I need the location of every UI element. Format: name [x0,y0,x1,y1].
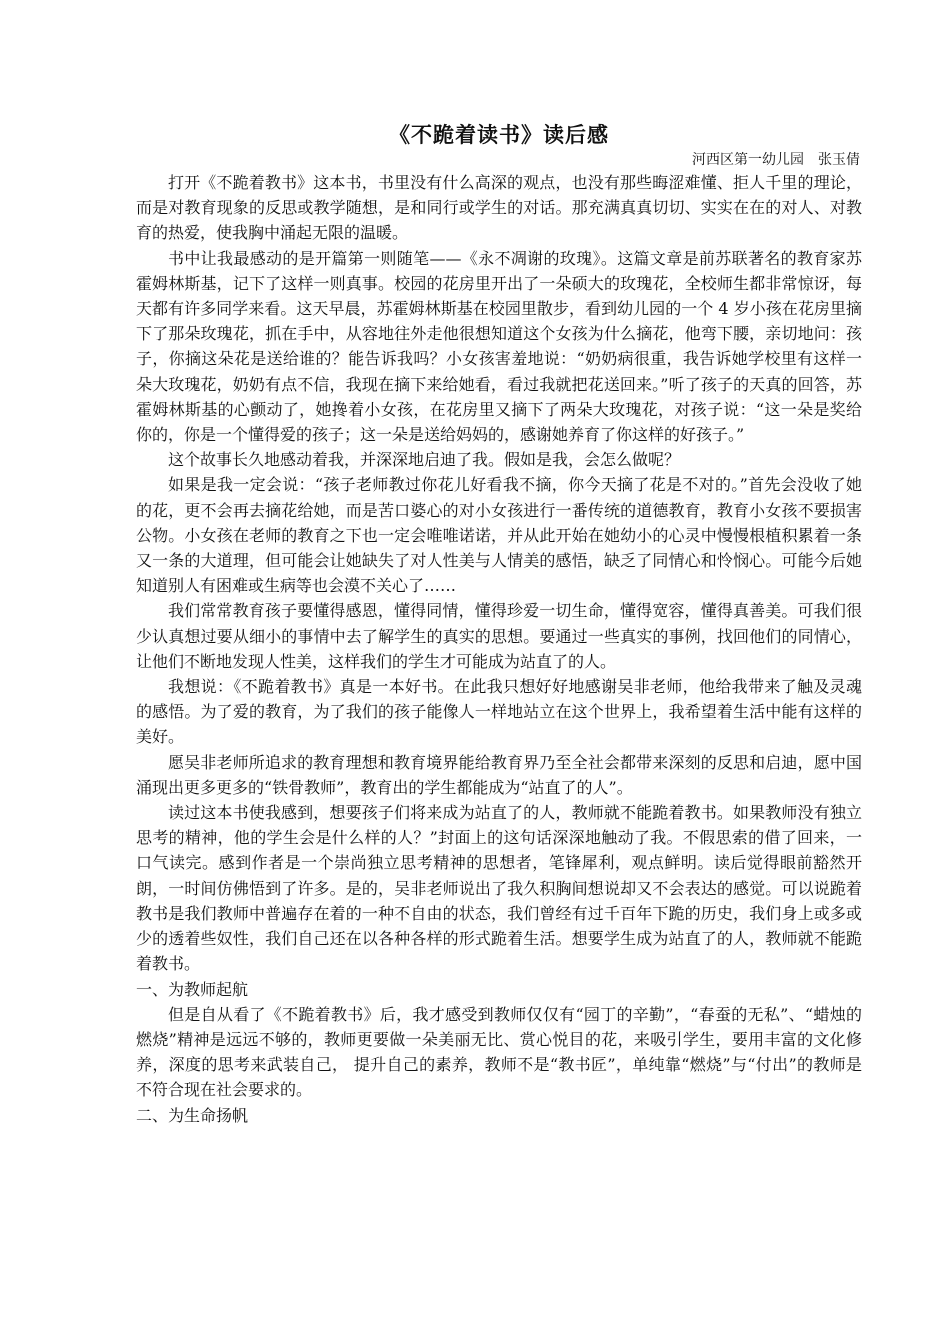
paragraph: 这个故事长久地感动着我，并深深地启迪了我。假如是我，会怎么做呢？ [168,450,681,470]
paragraph: 书中让我最感动的是开篇第一则随笔——《永不凋谢的玫瑰》。这篇文章是前苏联著名的教育家苏霍姆林斯基，记下了这样一则真事。校园的花房里开出了一朵硕大的玫瑰花，全校师生都非常惊讶，每天都有许多同学来看。这天早晨，苏霍姆林斯基在校园里散步，看到幼儿园的一个 4 岁小孩在花房里摘下了那朵玫瑰花，抓在手中，从容地往外走他很想知道这个女孩为什么摘花，他弯下腰，亲切地问：孩子，你摘这朵花是送给谁的？能告诉我吗？小女孩害羞地说：“奶奶病很重，我告诉她学校里有这样一朵大玫瑰花，奶奶有点不信，我现在摘下来给她看，看过我就把花送回来。”听了孩子的天真的回答，苏霍姆林斯基的心颤动了，她搀着小女孩，在花房里又摘下了两朵大玫瑰花，对孩子说：“这一朵是奖给你的，你是一个懂得爱的孩子；这一朵是送给妈妈的，感谢她养育了你这样的好孩子。” [136,248,862,445]
paragraph: 我想说：《不跪着教书》真是一本好书。在此我只想好好地感谢吴非老师，他给我带来了触及灵魂的感悟。为了爱的教育，为了我们的孩子能像人一样地站立在这个世界上，我希望着生活中能有这样的美好。 [136,677,862,747]
paragraph: 读过这本书使我感到，想要孩子们将来成为站直了的人，教师就不能跪着教书。如果教师没有独立思考的精神，他的学生会是什么样的人？”封面上的这句话深深地触动了我。不假思索的借了回来，一口气读完。感到作者是一个崇尚独立思考精神的思想者，笔锋犀利，观点鲜明。读后觉得眼前豁然开朗，一时间仿佛悟到了许多。是的，吴非老师说出了我久积胸间想说却又不会表达的感觉。可以说跪着教书是我们教师中普遍存在着的一种不自由的状态，我们曾经有过千百年下跪的历史，我们身上或多或少的透着些奴性，我们自己还在以各种各样的形式跪着生活。想要学生成为站直了的人，教师就不能跪着教书。 [136,803,862,974]
document-page [136,120,862,1128]
paragraph: 我们常常教育孩子要懂得感恩，懂得同情，懂得珍爱一切生命，懂得宽容，懂得真善美。可我们很少认真想过要从细小的事情中去了解学生的真实的思想。要通过一些真实的事例，找回他们的同情心，让他们不断地发现人性美，这样我们的学生才可能成为站直了的人。 [136,601,862,671]
section-heading: 二、为生命扬帆 [136,1105,249,1125]
paragraph: 打开《不跪着教书》这本书，书里没有什么高深的观点，也没有那些晦涩难懂、拒人千里的理论，而是对教育现象的反思或教学随想，是和同行或学生的对话。那充满真真切切、实实在在的对人、对教育的热爱，使我胸中涌起无限的温暖。 [136,173,862,243]
section-heading: 一、为教师起航 [136,979,249,999]
paragraph: 如果是我一定会说：“孩子老师教过你花儿好看我不摘，你今天摘了花是不对的。”首先会没收了她的花，更不会再去摘花给她，而是苦口婆心的对小女孩进行一番传统的道德教育，教育小女孩不要损害公物。小女孩在老师的教育之下也一定会唯唯诺诺，并从此开始在她幼小的心灵中慢慢根植积累着一条又一条的大道理，但可能会让她缺失了对人性美与人情美的感悟，缺乏了同情心和怜悯心。可能今后她知道别人有困难或生病等也会漠不关心了…… [136,475,862,596]
paragraph: 但是自从看了《不跪着教书》后，我才感受到教师仅仅有“园丁的辛勤”，“春蚕的无私”、“蜡烛的燃烧”精神是远远不够的，教师更要做一朵美丽无比、赏心悦目的花，来吸引学生，要用丰富的文化修养，深度的思考来武装自己， 提升自己的素养，教师不是“教书匠”，单纯靠“燃烧”与“付出”的教师是不符合现在社会要求的。 [136,1004,862,1100]
author-line: 河西区第一幼儿园 张玉倩 [692,152,860,168]
document-title: 《不跪着读书》读后感 [389,122,609,147]
paragraph: 愿吴非老师所追求的教育理想和教育境界能给教育界乃至全社会都带来深刻的反思和启迪，愿中国涌现出更多更多的“铁骨教师”，教育出的学生都能成为“站直了的人”。 [136,752,862,797]
